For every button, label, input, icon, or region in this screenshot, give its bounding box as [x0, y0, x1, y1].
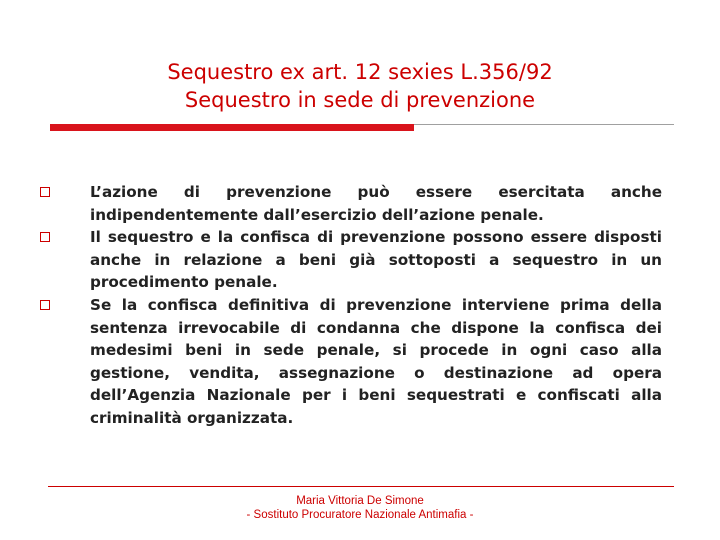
title-line-2: Sequestro in sede di prevenzione — [184, 88, 536, 112]
bullet-text-1: L’azione di prevenzione può essere esercitata anche indipendentemente dall’esercizio dell’azione penale. — [90, 183, 662, 224]
footer-divider — [48, 486, 674, 487]
bullet-item-1 — [40, 181, 662, 226]
square-bullet-icon — [40, 300, 50, 310]
square-bullet-icon — [40, 187, 50, 197]
footer-role: - Sostituto Procuratore Nazionale Antimafia - — [246, 509, 474, 521]
footer — [0, 494, 720, 522]
footer-author: Maria Vittoria De Simone — [296, 495, 424, 507]
bullet-text-2: Il sequestro e la confisca di prevenzione possono essere disposti anche in relazione a beni già sottoposti a sequestro in un procedimento penale. — [90, 228, 662, 292]
slide-title — [0, 58, 720, 114]
square-bullet-icon — [40, 232, 50, 242]
bullet-text-3: Se la confisca definitiva di prevenzione interviene prima della sentenza irrevocabile di condanna che dispone la confisca dei medesimi beni in sede penale, si procede in ogni caso alla gestione, vendita, assegnazione o destinazione ad opera dell’Agenzia Nazionale per i beni sequestrati e confiscati alla criminalità organizzata. — [90, 295, 662, 427]
bullet-item-2 — [40, 226, 662, 294]
title-line-1: Sequestro ex art. 12 sexies L.356/92 — [167, 60, 553, 84]
bullet-list — [40, 181, 662, 430]
bullet-item-3 — [40, 294, 662, 430]
title-divider-red — [50, 124, 414, 131]
